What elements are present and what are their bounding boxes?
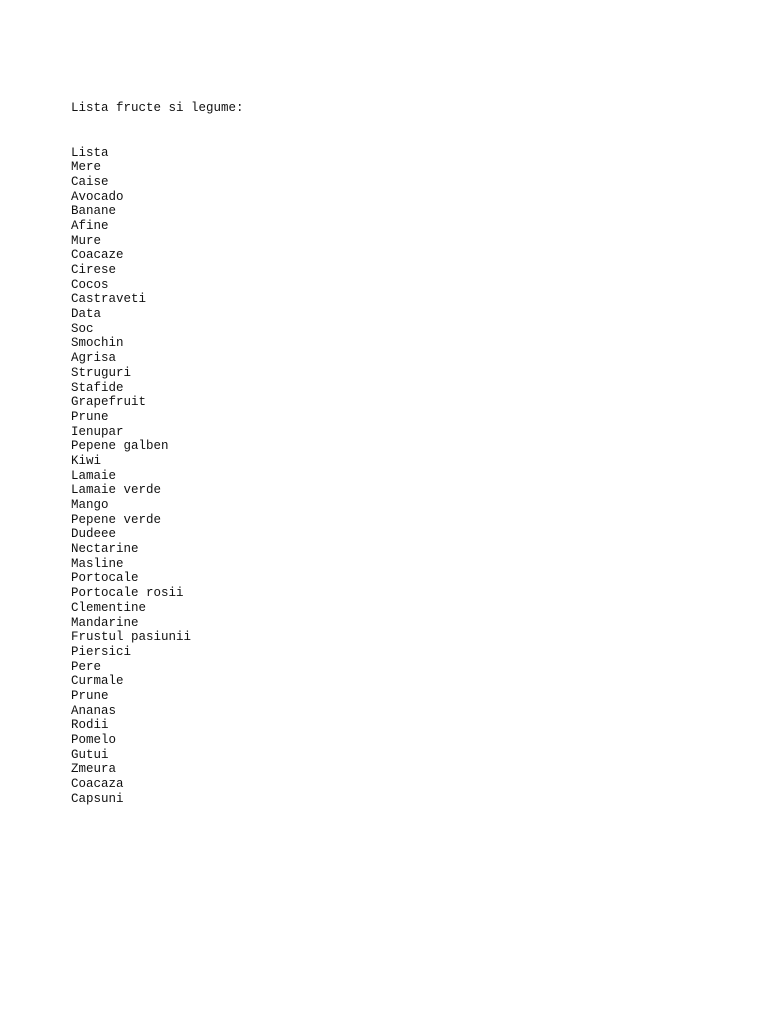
- list-item: Mere: [71, 160, 102, 175]
- list-item: Nectarine: [71, 542, 139, 557]
- list-item: Cirese: [71, 263, 117, 277]
- list-item: Caise: [71, 174, 109, 189]
- list-item: Pomelo: [71, 733, 117, 747]
- list-item: Prune: [71, 409, 109, 424]
- list-item: Coacaze: [71, 248, 124, 263]
- list-item: Ienupar: [71, 424, 124, 439]
- item-list: [71, 146, 244, 807]
- list-item: Curmale: [71, 674, 124, 689]
- list-item: Lamaie: [71, 468, 117, 483]
- list-item: Afine: [71, 218, 109, 233]
- list-item: Cocos: [71, 277, 109, 292]
- list-item: Lamaie verde: [71, 483, 162, 498]
- list-item: Mango: [71, 498, 109, 512]
- list-item: Rodii: [71, 718, 109, 733]
- list-item: Pepene verde: [71, 512, 162, 527]
- list-item: Portocale rosii: [71, 586, 184, 601]
- list-item: Soc: [71, 321, 94, 336]
- list-item: Struguri: [71, 365, 132, 380]
- list-item: Avocado: [71, 189, 124, 204]
- list-item: Piersici: [71, 644, 132, 659]
- list-item: Prune: [71, 688, 109, 703]
- list-item: Mure: [71, 233, 102, 248]
- list-item: Pepene galben: [71, 439, 169, 454]
- list-item: Portocale: [71, 571, 139, 586]
- document-text: [71, 72, 244, 836]
- list-item: Coacaza: [71, 777, 124, 792]
- list-item: Lista: [71, 145, 109, 160]
- list-item: Dudeee: [71, 527, 117, 542]
- list-item: Smochin: [71, 336, 124, 351]
- list-item: Clementine: [71, 600, 147, 615]
- list-item: Zmeura: [71, 762, 117, 777]
- list-item: Pere: [71, 659, 102, 674]
- list-item: Frustul pasiunii: [71, 630, 192, 645]
- list-item: Ananas: [71, 703, 117, 718]
- list-item: Mandarine: [71, 615, 139, 630]
- list-item: Agrisa: [71, 351, 117, 366]
- list-item: Gutui: [71, 747, 109, 762]
- list-item: Kiwi: [71, 453, 102, 468]
- list-item: Grapefruit: [71, 395, 147, 410]
- list-item: Banane: [71, 204, 117, 219]
- document-heading: Lista fructe si legume:: [71, 101, 244, 116]
- list-item: Stafide: [71, 380, 124, 395]
- list-item: Data: [71, 307, 102, 322]
- list-item: Castraveti: [71, 292, 147, 307]
- list-item: Capsuni: [71, 791, 124, 806]
- list-item: Masline: [71, 556, 124, 571]
